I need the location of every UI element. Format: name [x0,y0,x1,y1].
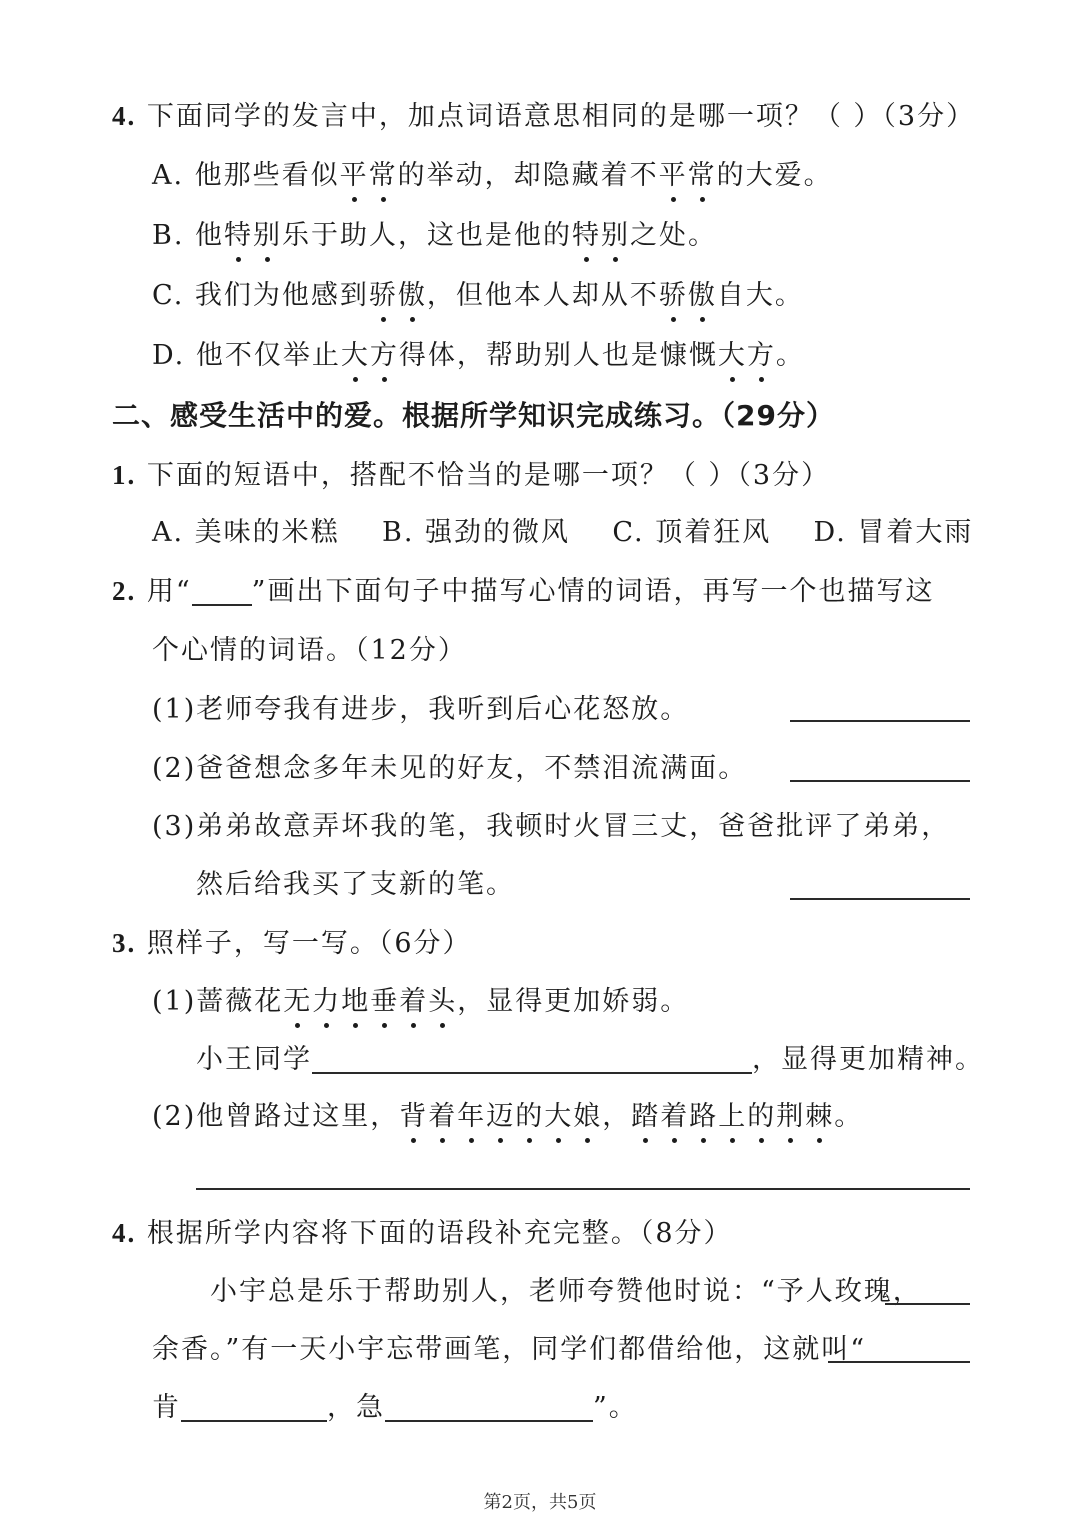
q4b-line [112,1213,733,1254]
answer-blank-9[interactable] [385,1390,593,1422]
q3-fill-text: 小王同学 [196,1044,312,1075]
q3-item-text: ， [602,1101,632,1132]
q3-item-text: (2)他曾路过这里， [152,1101,400,1132]
q2-item-3: (3)弟弟故意弄坏我的笔，我顿时火冒三丈，爸爸批评了弟弟， [152,811,951,842]
emphasis-char: 娘 [573,1097,602,1137]
emphasis-char: 的 [515,1097,544,1137]
q2-item-3-cont: 然后给我买了支新的笔。 [196,869,515,900]
q3-fill-text: ，显得更加精神。 [752,1044,984,1075]
emphasis-char: 年 [457,1097,486,1137]
emphasis-char: 的 [747,1097,776,1137]
section-heading: 二、感受生活中的爱。根据所学知识完成练习。（29分） [112,399,835,432]
option-text: A. 他那些看似 [152,160,340,191]
q3-item-1 [152,982,689,1022]
emphasis-char: 大 [341,336,370,376]
answer-blank-8[interactable] [181,1390,327,1422]
page-number: 第2页，共5页 [483,1492,597,1513]
q3-prompt: 照样子，写一写。（6分） [146,928,472,959]
emphasis-char: 别 [253,216,282,256]
q3-item-text: ，显得更加娇弱。 [457,986,690,1017]
option-text: ，但他本人却从不 [426,280,659,311]
emphasis-char: 别 [601,216,630,256]
q4b-text: 肯 [152,1392,181,1423]
q2-number: 2. [112,576,137,606]
q4b-text-line3 [152,1388,638,1428]
emphasis-char: 地 [341,982,370,1022]
q4a-prompt: 下面同学的发言中，加点词语意思相同的是哪一项？（ ）（3分） [146,101,976,132]
emphasis-char: 着 [399,982,428,1022]
q4b-prompt: 根据所学内容将下面的语段补充完整。（8分） [146,1218,733,1249]
answer-blank-3[interactable] [790,898,970,900]
q3-fill-line [196,1040,984,1080]
emphasis-char: 骄 [369,276,398,316]
q4a-option-c [152,276,804,316]
emphasis-char: 头 [428,982,457,1022]
option-text: 的大爱。 [716,160,833,191]
option-text: 。 [775,340,805,371]
emphasis-char: 大 [544,1097,573,1137]
q1-prompt: 下面的短语中，搭配不恰当的是哪一项？（ ）（3分） [146,460,831,491]
emphasis-char: 垂 [370,982,399,1022]
q4a-option-a [152,156,833,196]
emphasis-char: 常 [369,156,398,196]
emphasis-char: 荆 [776,1097,805,1137]
option-text: D. 他不仅举止 [152,340,341,371]
emphasis-char: 大 [718,336,747,376]
answer-blank-7[interactable] [828,1361,970,1363]
emphasis-char: 特 [572,216,601,256]
q3-number: 3. [112,928,137,958]
answer-blank-6[interactable] [885,1303,970,1305]
emphasis-char: 平 [659,156,688,196]
q2-prompt-line2: 个心情的词语。（12分） [152,635,467,666]
q4b-text: ”。 [593,1392,638,1423]
emphasis-char: 力 [312,982,341,1022]
q4b-text-line2: 余香。”有一天小宇忘带画笔，同学们都借给他，这就叫“ [152,1334,867,1365]
q4a-number: 4. [112,101,137,131]
q2-line [112,571,934,612]
option-text: C. 我们为他感到 [152,280,369,311]
q2-item-1: (1)老师夸我有进步，我听到后心花怒放。 [152,694,690,725]
option-text: 自大。 [716,280,804,311]
emphasis-char: 上 [718,1097,747,1137]
option-text: B. 他 [152,220,225,251]
emphasis-char: 方 [747,336,776,376]
q3-item-text: (1)蔷薇花 [152,986,284,1017]
q4a-line [112,96,975,137]
q4a-option-b [152,216,717,256]
q2-prompt-pre: 用“ [146,576,192,607]
emphasis-char: 方 [370,336,399,376]
option-text: 得体，帮助别人也是慷慨 [398,340,718,371]
q4b-text: ，急 [327,1392,385,1423]
answer-blank-5[interactable] [196,1188,970,1190]
q1-options: A. 美味的米糕 B. 强劲的微风 C. 顶着狂风 D. 冒着大雨 [152,517,974,548]
emphasis-char: 背 [399,1097,428,1137]
answer-blank-1[interactable] [790,720,970,722]
emphasis-char: 棘 [805,1097,834,1137]
emphasis-char: 路 [689,1097,718,1137]
q1-number: 1. [112,460,137,490]
q2-item-2: (2)爸爸想念多年未见的好友，不禁泪流满面。 [152,753,748,784]
q1-line [112,455,830,496]
emphasis-char: 迈 [486,1097,515,1137]
option-text: 之处。 [630,220,718,251]
emphasis-char: 平 [340,156,369,196]
q4b-text-line1: 小宇总是乐于帮助别人，老师夸赞他时说：“予人玫瑰， [210,1276,922,1307]
emphasis-char: 特 [224,216,253,256]
emphasis-char: 常 [688,156,717,196]
emphasis-char: 傲 [688,276,717,316]
q3-item-2 [152,1097,863,1137]
emphasis-char: 着 [428,1097,457,1137]
emphasis-char: 骄 [659,276,688,316]
option-text: 乐于助人，这也是他的 [282,220,573,251]
q2-prompt-post: ”画出下面句子中描写心情的词语，再写一个也描写这 [251,576,935,607]
option-text: 的举动，却隐藏着不 [397,160,659,191]
emphasis-char: 踏 [631,1097,660,1137]
emphasis-char: 无 [283,982,312,1022]
q3-item-text: 。 [834,1101,864,1132]
q3-line [112,923,472,964]
answer-blank-2[interactable] [790,780,970,782]
q4a-option-d [152,336,805,376]
answer-blank-4[interactable] [312,1042,752,1074]
sample-underline [192,574,252,606]
emphasis-char: 着 [660,1097,689,1137]
q4b-number: 4. [112,1218,137,1248]
emphasis-char: 傲 [398,276,427,316]
